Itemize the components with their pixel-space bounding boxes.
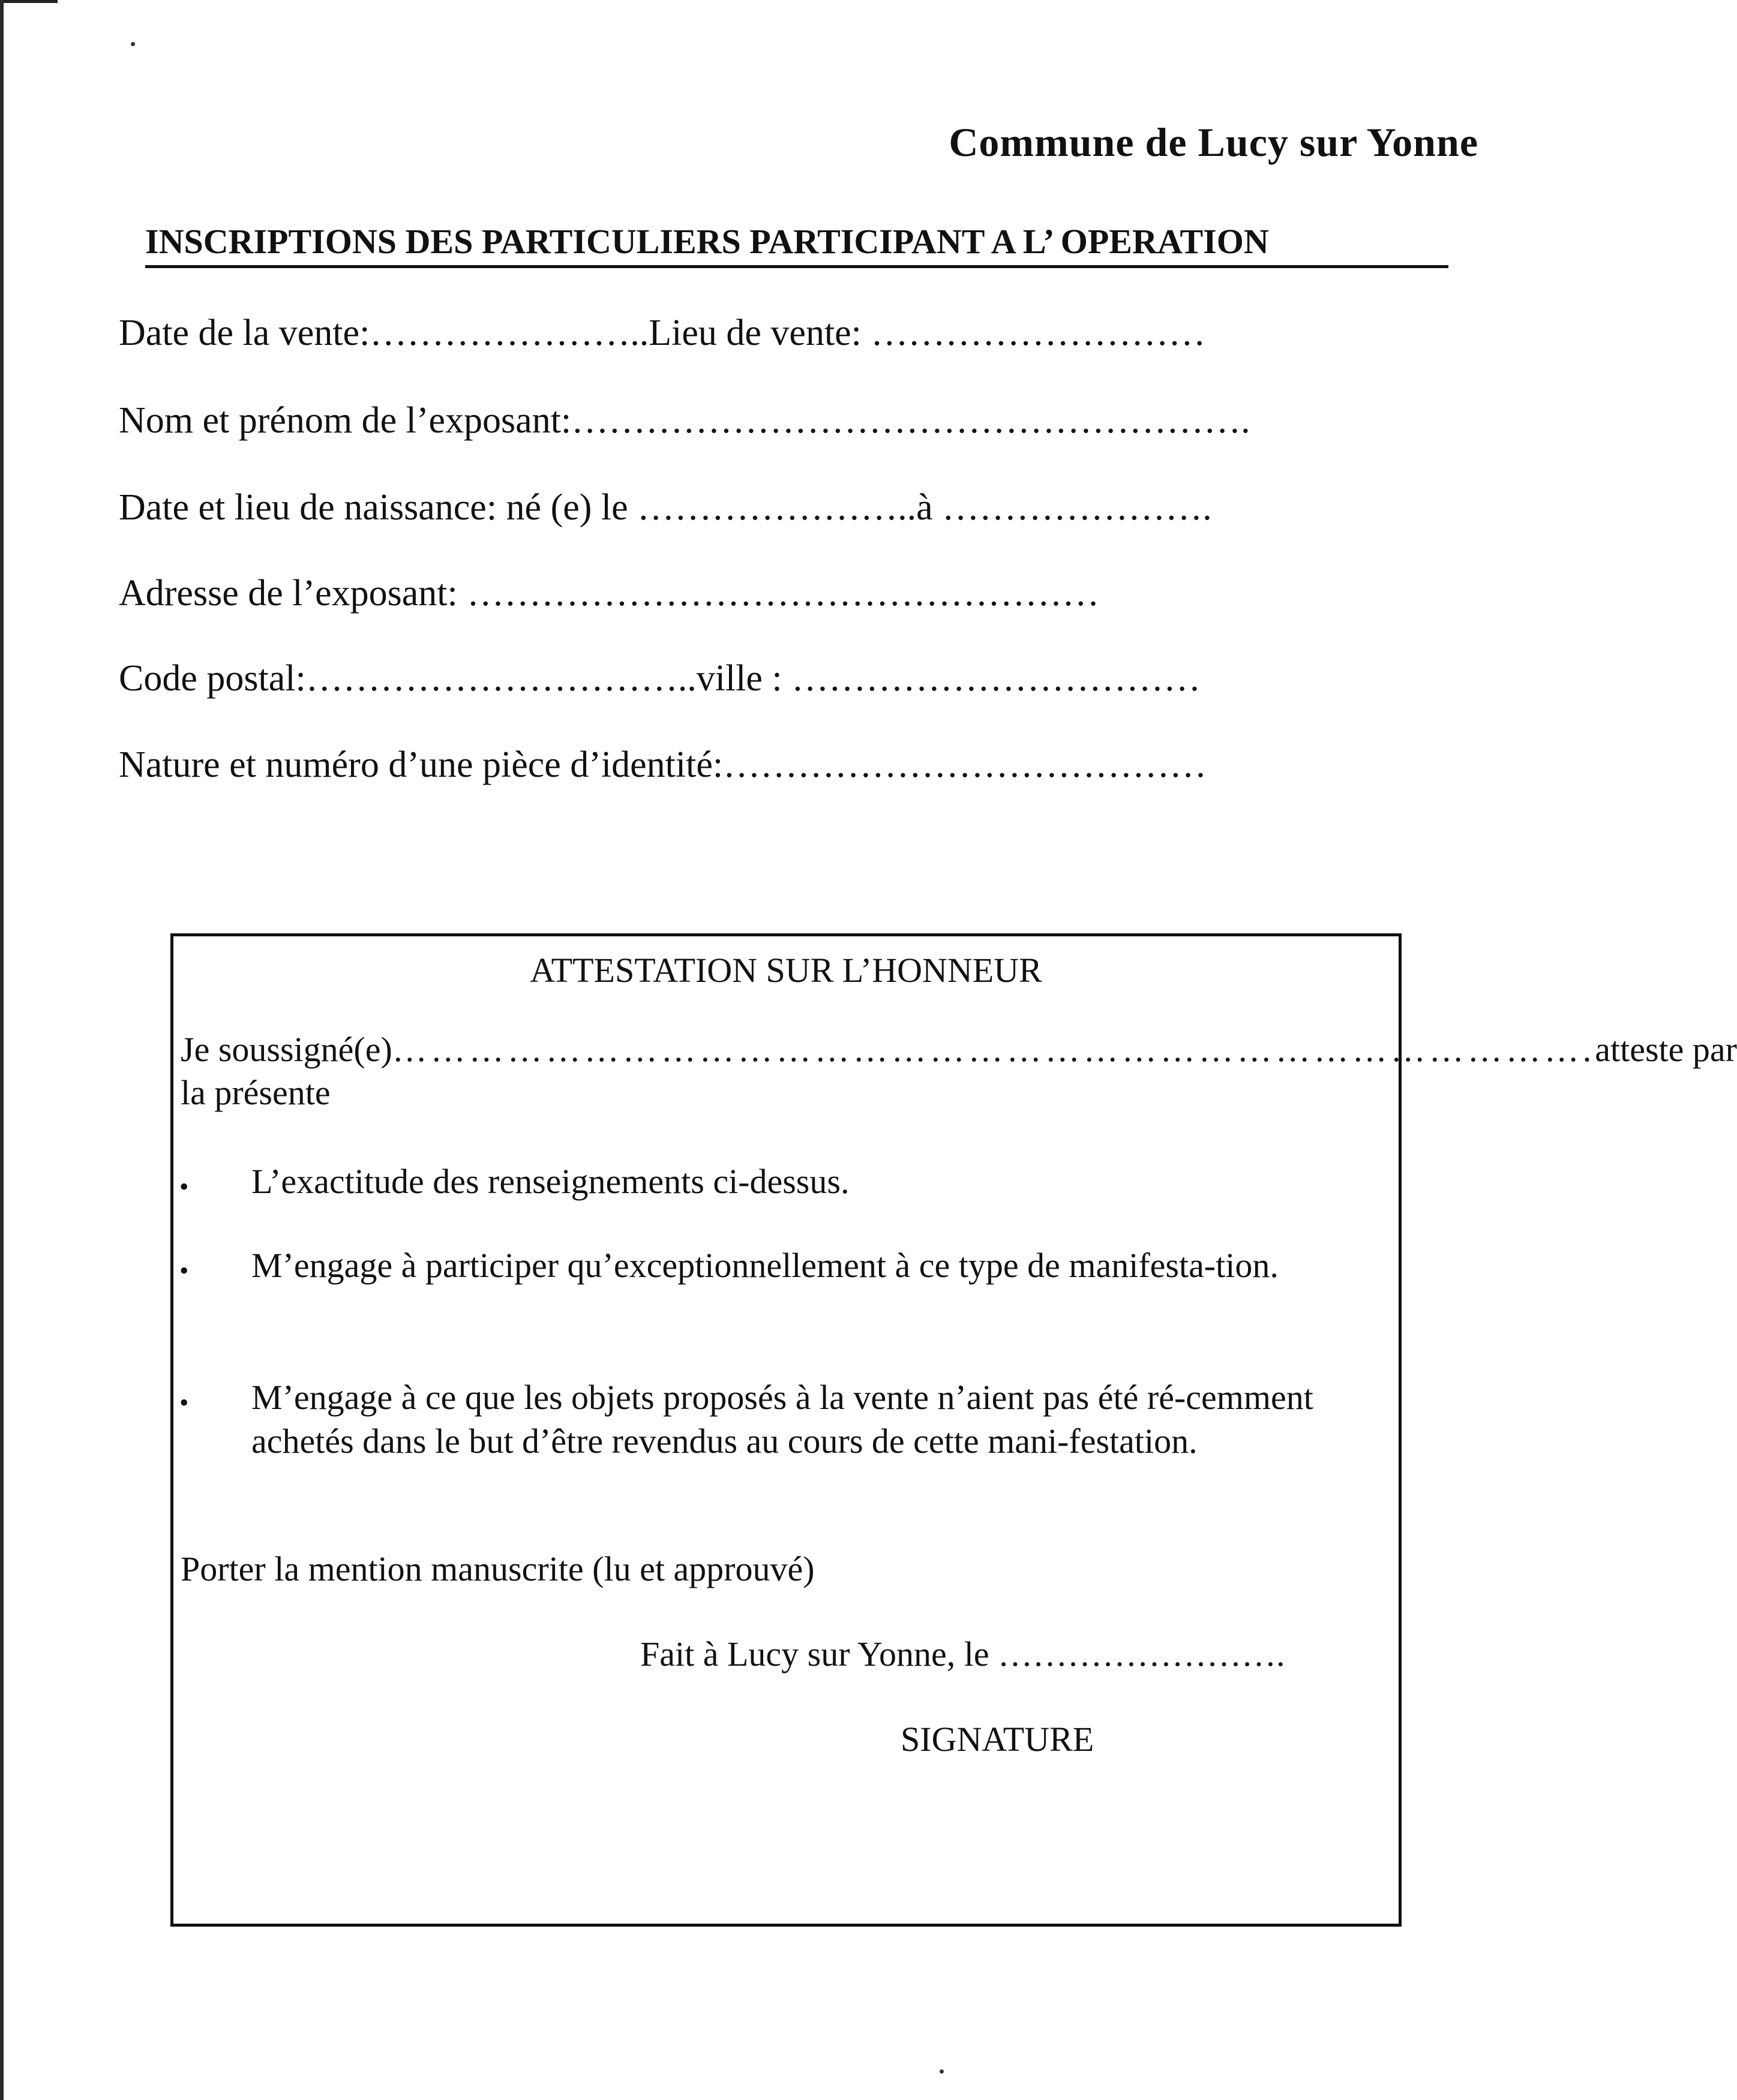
bullet-marker: •: [179, 1256, 189, 1285]
scan-speck: [940, 2069, 944, 2074]
signature-label: SIGNATURE: [901, 1720, 1094, 1759]
commune-name: Commune de Lucy sur Yonne: [949, 119, 1478, 165]
soussigne-line: [181, 1030, 1737, 1069]
mention-instruction: Porter la mention manuscrite (lu et approuvé): [181, 1549, 815, 1588]
soussigne-dots: ………………………………………………………………………………….: [392, 1030, 1595, 1069]
bullet-item: L’exactitude des renseignements ci-dessus.: [251, 1162, 850, 1201]
bullet-marker: •: [179, 1388, 189, 1417]
page-title: INSCRIPTIONS DES PARTICULIERS PARTICIPANT A L’ OPERATION: [145, 221, 1448, 268]
scan-edge-top: [0, 0, 58, 3]
attestation-heading: ATTESTATION SUR L’HONNEUR: [530, 951, 1042, 990]
fait-a-line: Fait à Lucy sur Yonne, le …………………….: [640, 1635, 1285, 1674]
field-piece-identite: Nature et numéro d’une pièce d’identité:…………………………………: [119, 744, 1207, 785]
scan-edge-left: [0, 0, 4, 2100]
scan-speck: [131, 42, 135, 46]
attestation-box: [170, 933, 1737, 1927]
field-code-postal-ville: Code postal:…………………………..ville : ……………………………: [119, 658, 1201, 699]
field-naissance: Date et lieu de naissance: né (e) le …………………..à ………………….: [119, 487, 1212, 528]
bullet-marker: •: [179, 1172, 189, 1201]
field-adresse: Adresse de l’exposant: ……………………………………………: [119, 573, 1100, 614]
bullet-item: M’engage à ce que les objets proposés à la vente n’aient pas été ré-cemment achetés dans le but d’être revendus au cours de cette mani-festation.: [251, 1378, 1313, 1461]
field-nom-prenom: Nom et prénom de l’exposant:……………………………………………….: [119, 400, 1250, 441]
soussigne-start: Je soussigné(e): [181, 1030, 392, 1069]
field-date-lieu-vente: Date de la vente:…………………..Lieu de vente: ………………………: [119, 313, 1206, 353]
bullet-item: M’engage à participer qu’exceptionnellement à ce type de manifesta-tion.: [251, 1246, 1279, 1285]
soussigne-end: atteste par: [1595, 1030, 1737, 1069]
soussigne-continuation: la présente: [181, 1073, 331, 1112]
